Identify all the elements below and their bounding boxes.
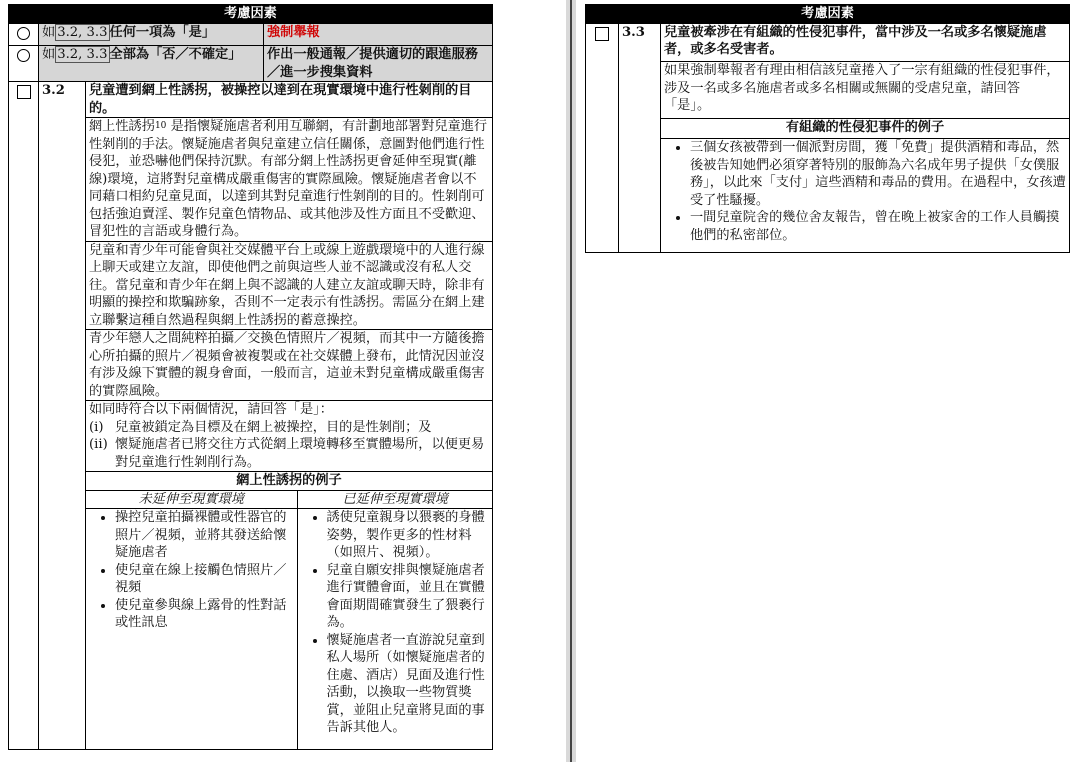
examples-title: 網上性誘拐的例子 xyxy=(86,472,493,491)
condition-text: 全部為「否／不確定」 xyxy=(109,47,242,62)
table-header: 考慮因素 xyxy=(9,5,493,24)
item-number: 3.3 xyxy=(619,23,661,252)
checkbox-cell[interactable] xyxy=(9,82,39,750)
criteria-text: 懷疑施虐者已將交往方式從網上環境轉移至實體場所，以便更易對兒童進行性剝削行為。 xyxy=(115,437,485,470)
list-item: • 三個女孩被帶到一個派對房間，獲「免費」提供酒精和毒品，然後被告知她們必須穿著特別的服飾為六名成年男子提供「女僕服務」，以此來「支付」這些酒精和毒品的費用。在過程中，女孩遭受了性騷擾。 xyxy=(690,139,1066,209)
list-item: • 操控兒童拍攝裸體或性器官的照片／視頻，並將其發送給懷疑施虐者 xyxy=(115,509,294,562)
paragraph-teen-couples: 青少年戀人之間純粹拍攝／交換色情照片／視頻，而其中一方隨後擔心所拍攝的照片／視頻會被複製或在社交媒體上發布，此情況因並沒有涉及線下實體的親身會面，一般而言，這並未對兒童構成嚴重傷害的實際風險。 xyxy=(86,330,493,401)
radio-option-no[interactable] xyxy=(9,46,39,82)
paragraph-definition xyxy=(86,118,493,242)
page-right xyxy=(576,0,1081,762)
definition-text: 是指懷疑施虐者利用互聯網，有計劃地部署對兒童進行性剝削的手法。懷疑施虐者與兒童建立信任關係，意圖對他們進行性侵犯，並恐嚇他們保持沉默。有部分網上性誘拐更會延伸至現實(離線)環境，這將對兒童構成嚴重傷害的實際風險。懷疑施虐者會以不同藉口相約兒童見面，以達到其對兒童進行性剝削的目的。性剝削可包括強迫賣淫、製作兒童色情物品、或其他涉及性方面且不受歡迎、冒犯性的言語或身體行為。 xyxy=(89,119,488,239)
examples-grid xyxy=(86,490,493,750)
considerations-table-right xyxy=(585,4,1070,253)
term: 網上性誘拐 xyxy=(89,119,155,134)
checkbox-icon xyxy=(595,27,609,41)
criteria-ii xyxy=(89,436,489,471)
list-item: • 一間兒童院舍的幾位舍友報告，曾在晚上被家舍的工作人員觸摸他們的私密部位。 xyxy=(690,209,1066,244)
criteria-text: 兒童被鎖定為目標及在網上被操控，目的是性剝削；及 xyxy=(115,419,432,435)
radio-circle-icon xyxy=(17,49,30,62)
item-number: 3.2 xyxy=(39,82,86,750)
paragraph-criteria xyxy=(86,401,493,472)
condition-all-no xyxy=(39,46,264,82)
item-title: 兒童遭到網上性誘拐，被操控以達到在現實環境中進行性剝削的目的。 xyxy=(86,82,493,118)
list-item: • 兒童自願安排與懷疑施虐者進行實體會面，並且在實體會面期間確實發生了猥褻行為。 xyxy=(327,562,491,632)
page-divider xyxy=(570,0,572,762)
item-title: 兒童被牽涉在有組織的性侵犯事件，當中涉及一名或多名懷疑施虐者，或多名受害者。 xyxy=(661,23,1070,62)
radio-option-yes[interactable] xyxy=(9,23,39,46)
condition-any-yes xyxy=(39,23,264,46)
checkbox-icon xyxy=(17,85,31,99)
list-item: • 懷疑施虐者一直游說兒童到私人場所（如懷疑施虐者的住處、酒店）見面及進行性活動，以換取一些物質獎賞，並阻止兒童將見面的事告訴其他人。 xyxy=(327,632,491,737)
examples-online-only xyxy=(86,509,297,750)
item-description: 如果強制舉報者有理由相信該兒童捲入了一宗有組織的性侵犯事件，涉及一名或多名施虐者或多名相關或無關的受虐兒童，請回答「是」。 xyxy=(661,62,1070,119)
examples-list xyxy=(661,139,1070,252)
footnote-ref: 10 xyxy=(154,121,167,131)
radio-circle-icon xyxy=(17,27,30,40)
col-header-offline: 已延伸至現實環境 xyxy=(297,491,493,509)
action-mandatory-report: 強制舉報 xyxy=(267,24,320,40)
criteria-i xyxy=(89,419,489,437)
criteria-label: (i) xyxy=(89,419,104,435)
considerations-table-left xyxy=(8,4,493,750)
list-item: • 誘使兒童親身以猥褻的身體姿勢，製作更多的性材料（如照片、視頻）。 xyxy=(327,509,491,562)
col-header-online-only: 未延伸至現實環境 xyxy=(86,491,297,509)
criteria-label: (ii) xyxy=(89,437,108,452)
list-item: • 使兒童參與線上露骨的性對話或性訊息 xyxy=(115,597,294,632)
checkbox-cell[interactable] xyxy=(586,23,619,252)
table-header: 考慮因素 xyxy=(586,5,1070,24)
criteria-intro: 如同時符合以下兩個情況，請回答「是」： xyxy=(89,402,333,417)
paragraph-online-friendship: 兒童和青少年可能會與社交媒體平台上或線上遊戲環境中的人進行線上聊天或建立友誼，即使他們之前與這些人並不認識或沒有私人交往。當兒童和青少年在網上與不認識的人建立友誼或聊天時，除非有明顯的操控和欺騙跡象，否則不一定表示有性誘拐。需區分在網上建立聯繫這種自然過程與網上性誘拐的蓄意操控。 xyxy=(86,241,493,330)
list-item: • 使兒童在線上接觸色情照片／視頻 xyxy=(115,562,294,597)
condition-prefix: 如 xyxy=(42,24,56,40)
condition-ref: 3.2, 3.3 xyxy=(57,47,108,62)
condition-text: 任何一項為「是」 xyxy=(109,24,216,40)
examples-title: 有組織的性侵犯事件的例子 xyxy=(661,119,1070,139)
examples-offline xyxy=(297,509,493,750)
condition-prefix: 如 xyxy=(42,47,56,62)
condition-ref: 3.2, 3.3 xyxy=(57,24,108,40)
action-general-notification: 作出一般通報／提供適切的跟進服務／進一步搜集資料 xyxy=(264,46,493,82)
